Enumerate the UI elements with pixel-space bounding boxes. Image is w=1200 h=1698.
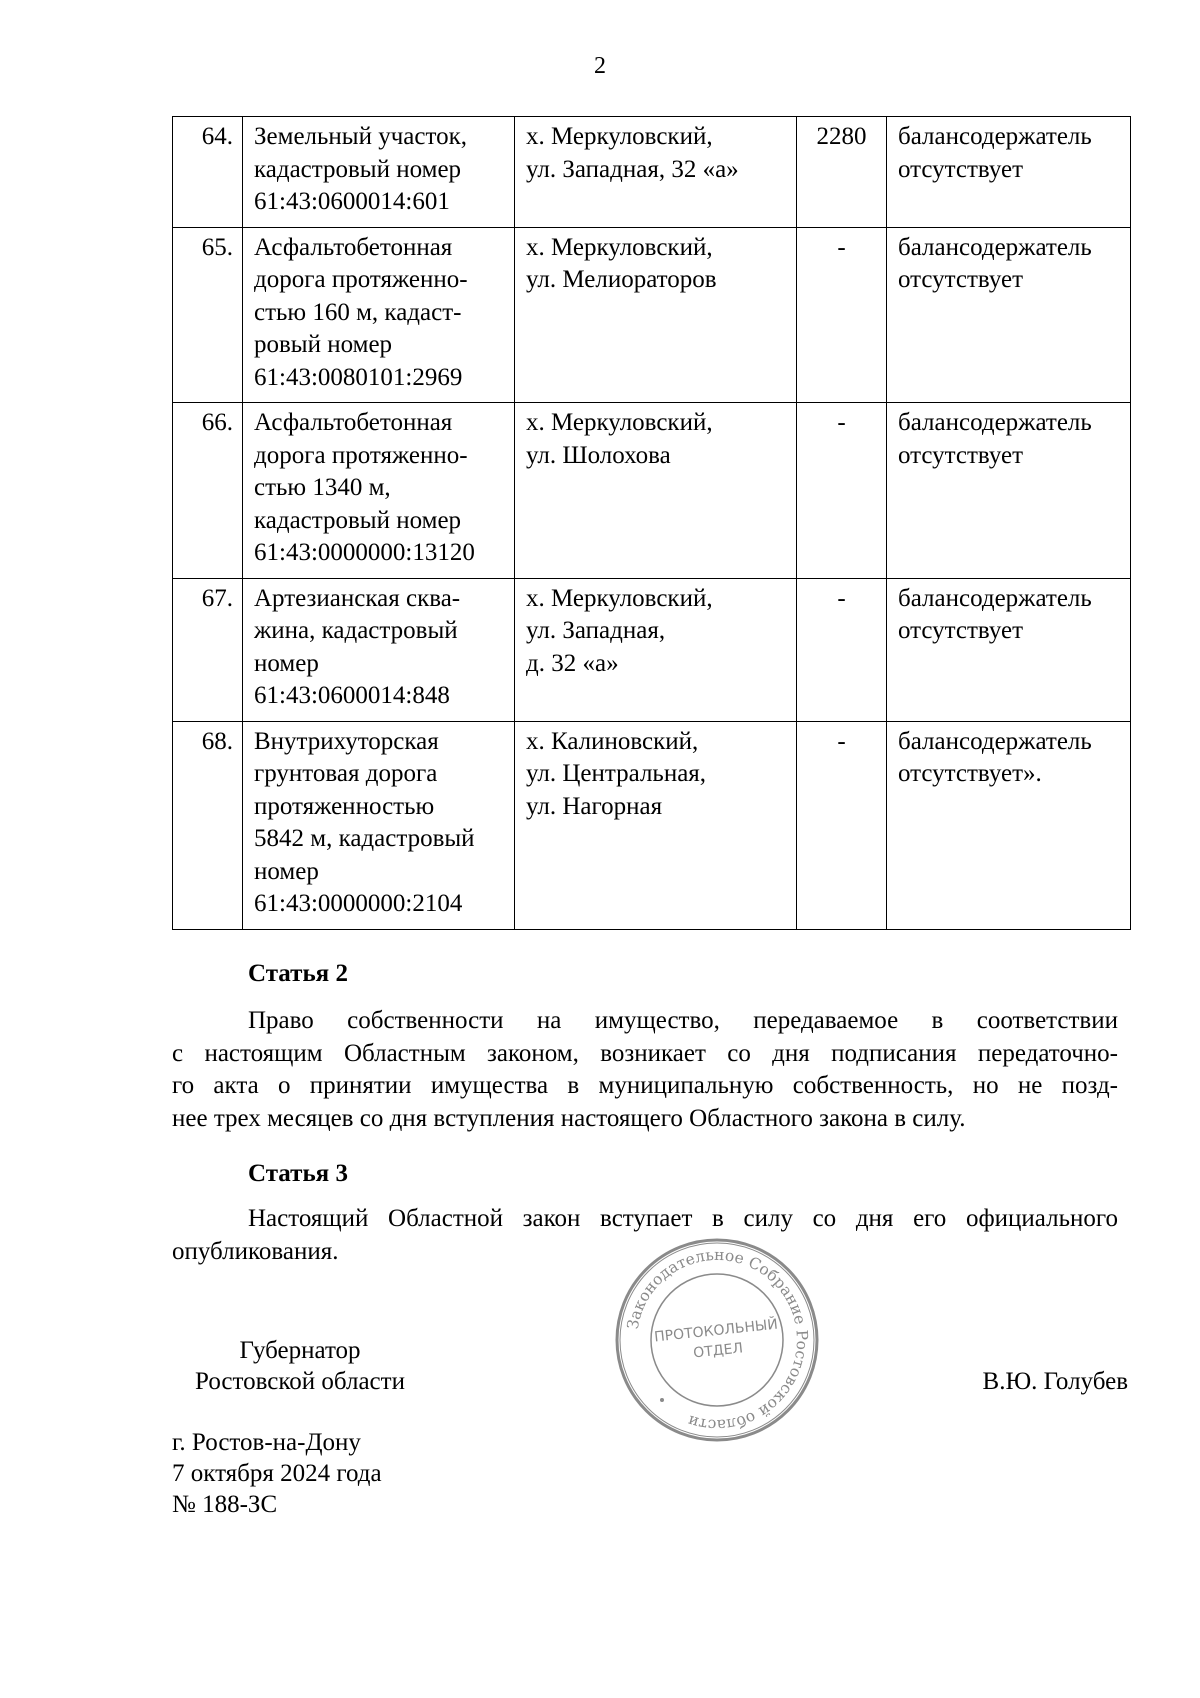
area-cell: - (797, 227, 887, 403)
address-cell (515, 117, 797, 228)
place-date-number (172, 1427, 382, 1520)
law-number: № 188-ЗС (172, 1491, 278, 1518)
signatory-name: В.Ю. Голубев (982, 1368, 1128, 1395)
balance-holder-line: отсутствует (898, 266, 1024, 293)
stamp-inner-line-2: ОТДЕЛ (692, 1340, 744, 1362)
row-number-cell: 67. (173, 578, 243, 721)
area-cell: - (797, 721, 887, 929)
place-city: г. Ростов-на-Дону (172, 1429, 361, 1456)
signatory-title (170, 1335, 430, 1397)
area-cell: 2280 (797, 117, 887, 228)
stamp-inner-line-1: ПРОТОКОЛЬНЫЙ (653, 1316, 779, 1346)
balance-holder-line: балансодержатель (898, 409, 1092, 436)
area-cell: - (797, 578, 887, 721)
object-name-line: дорога протяженно- (254, 266, 468, 293)
table-row (173, 227, 1131, 403)
article-2-line: го акта о принятии имущества в муниципальную собственность, но не позд- (172, 1072, 1118, 1099)
article-2-line: с настоящим Областным законом, возникает со дня подписания передаточно- (172, 1039, 1118, 1067)
object-name-line: 61:43:0000000:13120 (254, 539, 475, 566)
official-stamp (612, 1235, 822, 1445)
object-name-cell (243, 578, 515, 721)
address-line: ул. Западная, (526, 617, 666, 644)
article-3-heading: Статья 3 (248, 1160, 348, 1187)
balance-holder-line: отсутствует». (898, 760, 1042, 787)
object-name-line: кадастровый номер (254, 506, 462, 534)
article-2-line: Право собственности на имущество, передаваемое в соответствии (248, 1007, 1118, 1034)
address-line: х. Меркуловский, (526, 584, 713, 612)
balance-holder-line: балансодержатель (898, 584, 1092, 612)
address-line: х. Меркуловский, (526, 123, 713, 150)
place-date: 7 октября 2024 года (172, 1460, 382, 1487)
object-name-cell (243, 403, 515, 579)
object-name-line: стью 160 м, кадаст- (254, 298, 462, 326)
article-2-text (172, 1005, 1118, 1135)
article-2-heading: Статья 2 (248, 960, 348, 987)
balance-holder-cell (887, 721, 1131, 929)
object-name-line: 61:43:0000000:2104 (254, 890, 463, 917)
object-name-cell (243, 227, 515, 403)
object-name-line: дорога протяженно- (254, 441, 468, 469)
address-cell (515, 721, 797, 929)
official-stamp-graphic (612, 1235, 822, 1445)
article-2-line: нее трех месяцев со дня вступления настоящего Областного закона в силу. (172, 1104, 966, 1132)
address-cell (515, 403, 797, 579)
address-line: ул. Нагорная (526, 792, 663, 820)
object-name-line: Артезианская сква- (254, 584, 461, 612)
address-line: ул. Шолохова (526, 441, 671, 469)
object-name-line: 5842 м, кадастровый (254, 825, 475, 852)
stamp-ring-text: Законодательное Собрание Ростовской области (623, 1245, 812, 1435)
row-number-cell: 65. (173, 227, 243, 403)
object-name-line: номер (254, 649, 319, 677)
property-table (172, 116, 1131, 930)
address-line: ул. Мелиораторов (526, 266, 717, 293)
object-name-line: 61:43:0600014:601 (254, 188, 450, 215)
property-table-body (173, 117, 1131, 930)
page-number: 2 (594, 53, 606, 79)
object-name-line: 61:43:0080101:2969 (254, 363, 463, 391)
signatory-title-line-1: Губернатор (239, 1337, 361, 1364)
address-line: х. Калиновский, (526, 727, 699, 755)
address-cell (515, 578, 797, 721)
object-name-line: стью 1340 м, (254, 474, 391, 501)
balance-holder-line: отсутствует (898, 617, 1024, 644)
object-name-cell (243, 117, 515, 228)
address-line: х. Меркуловский, (526, 409, 713, 436)
area-cell: - (797, 403, 887, 579)
object-name-line: номер (254, 857, 319, 885)
balance-holder-line: отсутствует (898, 441, 1024, 469)
object-name-line: кадастровый номер (254, 155, 462, 183)
article-3-line: Настоящий Областной закон вступает в силу со дня его официального (248, 1205, 1118, 1232)
balance-holder-cell (887, 578, 1131, 721)
object-name-line: ровый номер (254, 331, 393, 358)
address-cell (515, 227, 797, 403)
balance-holder-cell (887, 403, 1131, 579)
balance-holder-cell (887, 117, 1131, 228)
balance-holder-line: балансодержатель (898, 123, 1092, 150)
signatory-title-line-2: Ростовской области (195, 1368, 405, 1395)
table-row (173, 403, 1131, 579)
object-name-line: Внутрихуторская (254, 727, 439, 755)
object-name-line: жина, кадастровый (254, 617, 458, 644)
row-number-cell: 68. (173, 721, 243, 929)
address-line: ул. Центральная, (526, 760, 707, 787)
object-name-cell (243, 721, 515, 929)
address-line: ул. Западная, 32 «а» (526, 155, 739, 183)
object-name-line: Земельный участок, (254, 123, 467, 150)
object-name-line: Асфальтобетонная (254, 409, 453, 436)
table-row (173, 117, 1131, 228)
balance-holder-line: балансодержатель (898, 233, 1092, 261)
address-line: д. 32 «а» (526, 649, 619, 677)
article-3-line: опубликования. (172, 1237, 339, 1265)
row-number-cell: 64. (173, 117, 243, 228)
row-number-cell: 66. (173, 403, 243, 579)
balance-holder-cell (887, 227, 1131, 403)
address-line: х. Меркуловский, (526, 233, 713, 261)
object-name-line: 61:43:0600014:848 (254, 682, 450, 709)
table-row (173, 721, 1131, 929)
table-row (173, 578, 1131, 721)
balance-holder-line: балансодержатель (898, 727, 1092, 755)
object-name-line: грунтовая дорога (254, 760, 438, 787)
object-name-line: Асфальтобетонная (254, 233, 453, 261)
object-name-line: протяженностью (254, 792, 435, 820)
balance-holder-line: отсутствует (898, 155, 1024, 183)
